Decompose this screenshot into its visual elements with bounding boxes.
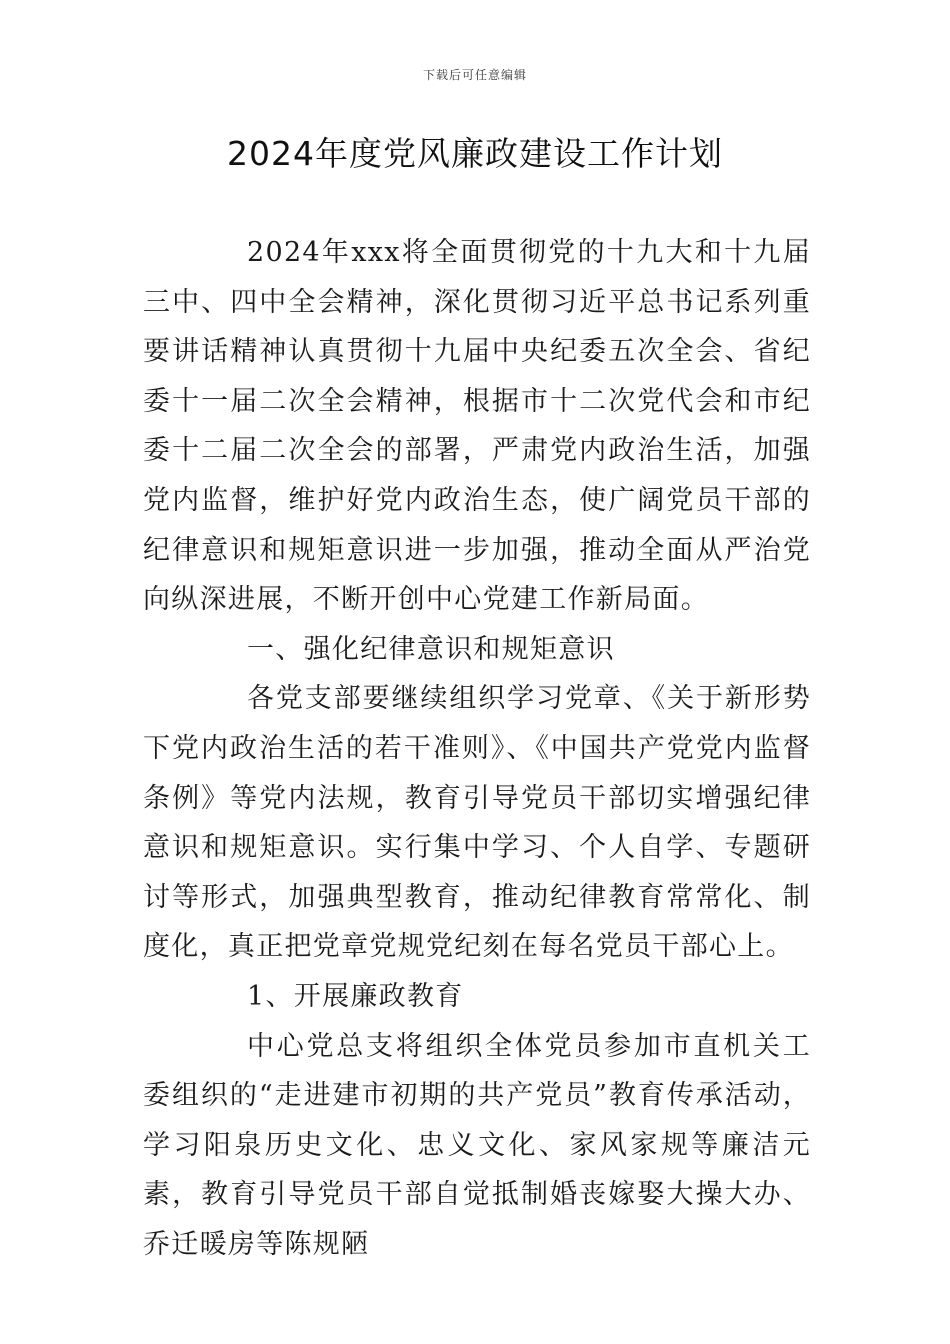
section-1-paragraph: 各党支部要继续组织学习党章、《关于新形势下党内政治生活的若干准则》、《中国共产党党内监督条例》等党内法规，教育引导党员干部切实增强纪律意识和规矩意识。实行集中学习、个人自学、专题研讨等形式，加强典型教育，推动纪律教育常常化、制度化，真正把党章党规党纪刻在每名党员干部心上。 [143, 683, 811, 963]
subsection-1-paragraph: 中心党总支将组织全体党员参加市直机关工委组织的“走进建市初期的共产党员”教育传承活动，学习阳泉历史文化、忠义文化、家风家规等廉洁元素，教育引导党员干部自觉抵制婚丧嫁娶大操大办、乔迁暖房等陈规陋 [143, 1030, 811, 1260]
intro-paragraph: 2024年xxx将全面贯彻党的十九大和十九届三中、四中全会精神，深化贯彻习近平总书记系列重要讲话精神认真贯彻十九届中央纪委五次全会、省纪委十一届二次全会精神，根据市十二次党代会和市纪委十二届二次全会的部署，严肃党内政治生活，加强党内监督，维护好党内政治生态，使广阔党员干部的纪律意识和规矩意识进一步加强，推动全面从严治党向纵深进展，不断开创中心党建工作新局面。 [143, 237, 811, 616]
document-title: 2024年度党风廉政建设工作计划 [227, 134, 723, 173]
subsection-heading-1: 1、开展廉政教育 [247, 980, 464, 1012]
section-heading-1: 一、强化纪律意识和规矩意识 [247, 633, 615, 665]
header-note: 下载后可任意编辑 [422, 68, 527, 82]
document-body [143, 228, 811, 1269]
